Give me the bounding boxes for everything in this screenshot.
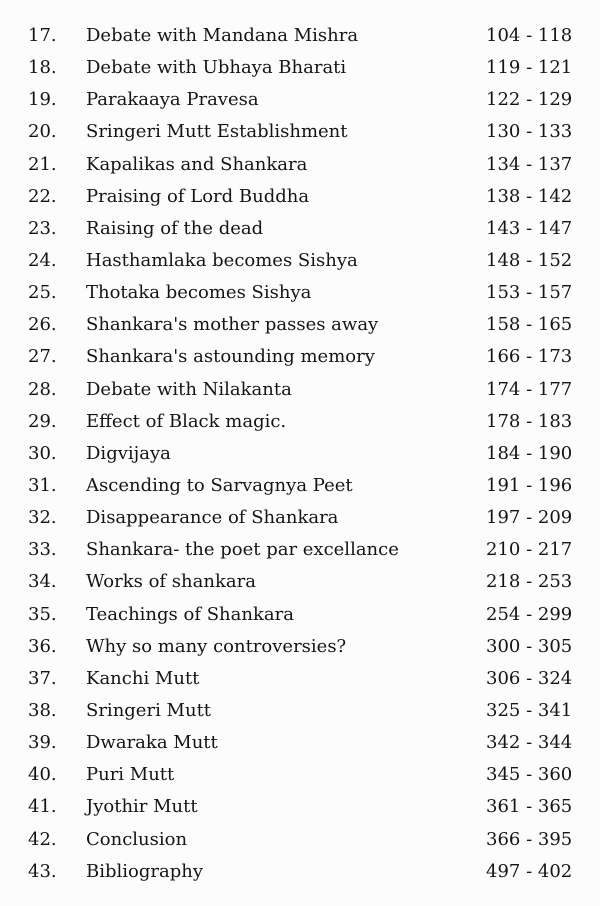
toc-entry [0, 341, 600, 373]
entry-pages: 184 - 190 [486, 442, 573, 464]
entry-title: Kapalikas and Shankara [86, 153, 308, 175]
entry-title: Debate with Nilakanta [86, 378, 292, 400]
toc-entry [0, 374, 600, 406]
toc-entry [0, 631, 600, 663]
toc-entry [0, 84, 600, 116]
entry-number: 31. [28, 474, 57, 496]
entry-number: 35. [28, 603, 57, 625]
entry-title: Dwaraka Mutt [86, 732, 218, 754]
entry-title: Shankara's mother passes away [86, 314, 379, 336]
toc-entry [0, 727, 600, 759]
toc-entry [0, 791, 600, 823]
entry-number: 25. [28, 282, 57, 304]
entry-number: 18. [28, 57, 57, 79]
entry-title: Sringeri Mutt Establishment [86, 121, 348, 143]
entry-number: 29. [28, 410, 57, 432]
entry-pages: 210 - 217 [486, 539, 573, 561]
entry-pages: 138 - 142 [486, 185, 573, 207]
entry-title: Puri Mutt [86, 764, 175, 786]
toc-entry [0, 245, 600, 277]
entry-pages: 148 - 152 [486, 249, 573, 271]
entry-pages: 306 - 324 [486, 667, 573, 689]
entry-title: Conclusion [86, 828, 188, 850]
toc-entry [0, 534, 600, 566]
entry-number: 40. [28, 764, 57, 786]
entry-title: Parakaaya Pravesa [86, 89, 259, 111]
entry-number: 36. [28, 635, 57, 657]
entry-pages: 300 - 305 [486, 635, 573, 657]
toc-entry [0, 566, 600, 598]
entry-title: Shankara's astounding memory [86, 346, 375, 368]
entry-pages: 178 - 183 [486, 410, 573, 432]
entry-number: 38. [28, 699, 57, 721]
entry-title: Disappearance of Shankara [86, 507, 339, 529]
entry-title: Debate with Ubhaya Bharati [86, 57, 347, 79]
entry-number: 34. [28, 571, 57, 593]
entry-number: 23. [28, 217, 57, 239]
entry-pages: 104 - 118 [486, 25, 573, 46]
entry-pages: 325 - 341 [486, 699, 573, 721]
entry-title: Hasthamlaka becomes Sishya [86, 249, 358, 271]
toc-entry [0, 470, 600, 502]
entry-title: Shankara- the poet par excellance [86, 539, 399, 561]
entry-number: 37. [28, 667, 57, 689]
entry-number: 20. [28, 121, 57, 143]
entry-title: Teachings of Shankara [86, 603, 294, 625]
entry-pages: 122 - 129 [486, 89, 573, 111]
entry-pages: 153 - 157 [486, 282, 573, 304]
toc-entry [0, 277, 600, 309]
entry-number: 42. [28, 828, 57, 850]
entry-pages: 174 - 177 [486, 378, 573, 400]
entry-title: Thotaka becomes Sishya [86, 282, 312, 304]
entry-pages: 361 - 365 [486, 796, 573, 818]
entry-pages: 158 - 165 [486, 314, 573, 336]
entry-title: Praising of Lord Buddha [86, 185, 310, 207]
entry-title: Bibliography [86, 860, 203, 882]
entry-title: Ascending to Sarvagnya Peet [86, 474, 353, 496]
toc-entry [0, 502, 600, 534]
entry-pages: 342 - 344 [486, 732, 573, 754]
entry-pages: 143 - 147 [486, 217, 573, 239]
entry-pages: 191 - 196 [486, 474, 573, 496]
toc-entry [0, 438, 600, 470]
entry-pages: 134 - 137 [486, 153, 573, 175]
entry-pages: 345 - 360 [486, 764, 573, 786]
toc-entry [0, 20, 600, 52]
toc-entry [0, 695, 600, 727]
entry-number: 26. [28, 314, 57, 336]
entry-number: 22. [28, 185, 57, 207]
entry-pages: 366 - 395 [486, 828, 573, 850]
toc-entry [0, 181, 600, 213]
entry-title: Why so many controversies? [86, 635, 347, 657]
toc-entry [0, 856, 600, 888]
entry-number: 43. [28, 860, 57, 882]
entry-title: Kanchi Mutt [86, 667, 200, 689]
entry-title: Works of shankara [86, 571, 256, 593]
entry-number: 33. [28, 539, 57, 561]
toc-entry [0, 116, 600, 148]
entry-number: 19. [28, 89, 57, 111]
entry-title: Jyothir Mutt [86, 796, 198, 818]
entry-number: 39. [28, 732, 57, 754]
entry-title: Sringeri Mutt [86, 699, 212, 721]
entry-title: Debate with Mandana Mishra [86, 25, 359, 46]
entry-number: 17. [28, 25, 57, 46]
entry-pages: 130 - 133 [486, 121, 573, 143]
entry-number: 41. [28, 796, 57, 818]
entry-pages: 254 - 299 [486, 603, 573, 625]
entry-number: 30. [28, 442, 57, 464]
entry-title: Effect of Black magic. [86, 410, 287, 432]
toc-entry [0, 52, 600, 84]
entry-number: 28. [28, 378, 57, 400]
toc-entry [0, 149, 600, 181]
toc-entry [0, 759, 600, 791]
toc-entry [0, 599, 600, 631]
entry-number: 24. [28, 249, 57, 271]
entry-number: 32. [28, 507, 57, 529]
toc-entry [0, 309, 600, 341]
entry-pages: 497 - 402 [486, 860, 573, 882]
entry-pages: 119 - 121 [486, 57, 573, 79]
toc-entry [0, 663, 600, 695]
entry-number: 27. [28, 346, 57, 368]
toc-entry [0, 213, 600, 245]
entry-number: 21. [28, 153, 57, 175]
entry-pages: 218 - 253 [486, 571, 573, 593]
toc-entry [0, 824, 600, 856]
entry-pages: 197 - 209 [486, 507, 573, 529]
toc-entry [0, 406, 600, 438]
entry-pages: 166 - 173 [486, 346, 573, 368]
entry-title: Raising of the dead [86, 217, 264, 239]
table-of-contents [0, 20, 600, 888]
entry-title: Digvijaya [86, 442, 171, 464]
